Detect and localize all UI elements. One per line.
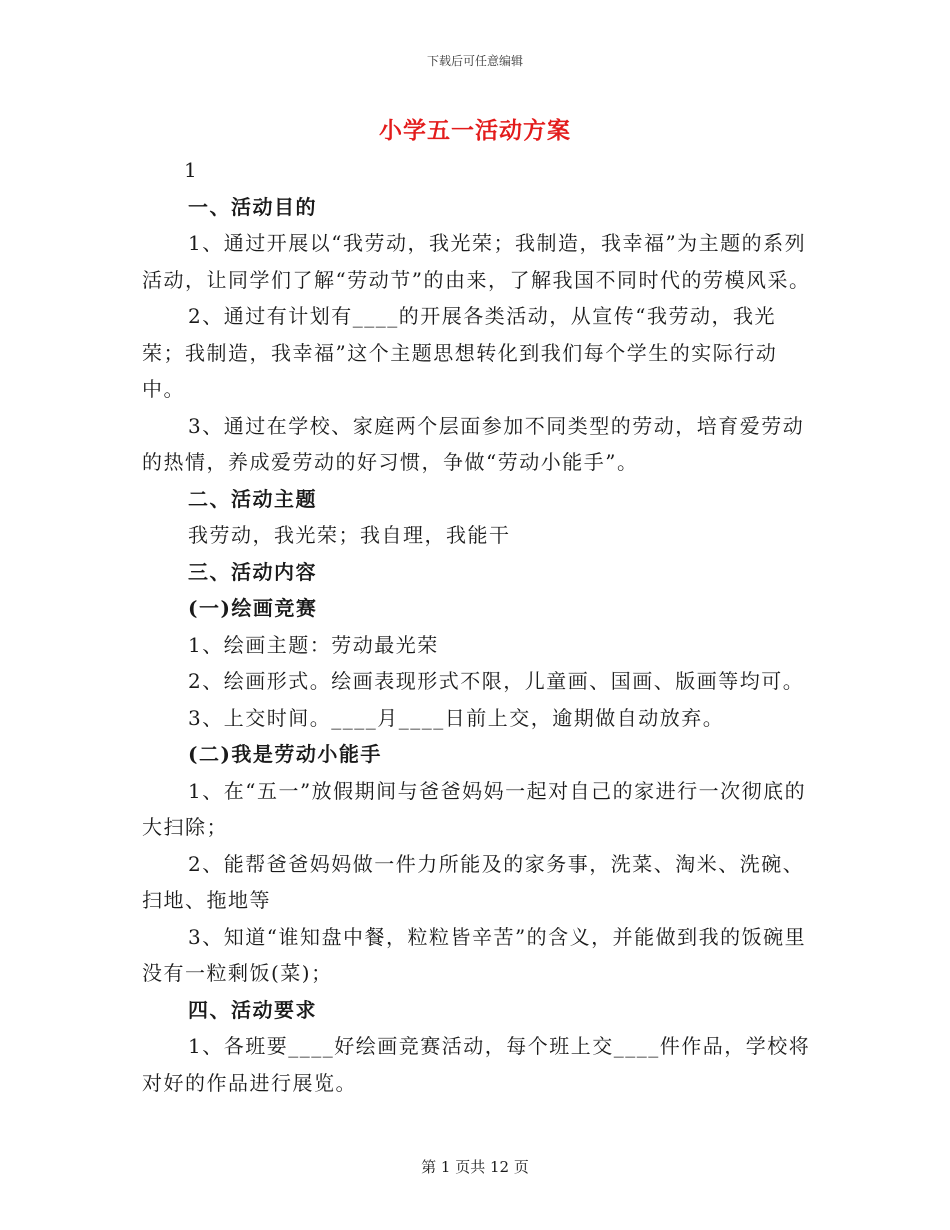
header-note: 下载后可任意编辑 [426, 54, 523, 68]
page-marker: 1 [184, 158, 199, 182]
paragraph: 3、通过在学校、家庭两个层面参加不同类型的劳动，培育爱劳动的热情，养成爱劳动的好习惯，争做“劳动小能手”。 [142, 413, 805, 474]
paragraph: 我劳动，我光荣；我自理，我能干 [188, 523, 511, 547]
section-heading-theme: 二、活动主题 [188, 486, 317, 511]
paragraph: 2、绘画形式。绘画表现形式不限，儿童画、国画、版画等均可。 [188, 669, 805, 693]
document-body [142, 152, 814, 1101]
paragraph: 3、上交时间。____月____日前上交，逾期做自动放弃。 [188, 705, 725, 730]
page-footer: 第 1 页共 12 页 [421, 1158, 529, 1176]
section-heading-purpose: 一、活动目的 [188, 194, 317, 219]
section-heading-content: 三、活动内容 [188, 559, 317, 584]
subsection-heading-labor: (二)我是劳动小能手 [188, 742, 382, 766]
paragraph: 1、在“五一”放假期间与爸爸妈妈一起对自己的家进行一次彻底的大扫除； [142, 778, 807, 839]
paragraph: 2、能帮爸爸妈妈做一件力所能及的家务事，洗菜、淘米、洗碗、扫地、拖地等 [142, 851, 805, 912]
paragraph: 3、知道“谁知盘中餐，粒粒皆辛苦”的含义，并能做到我的饭碗里没有一粒剩饭(菜)； [142, 924, 807, 985]
paragraph: 2、通过有计划有____的开展各类活动，从宣传“我劳动，我光荣；我制造，我幸福”这个主题思想转化到我们每个学生的实际行动中。 [142, 304, 778, 401]
paragraph: 1、通过开展以“我劳动，我光荣；我制造，我幸福”为主题的系列活动，让同学们了解“劳动节”的由来，了解我国不同时代的劳模风采。 [142, 231, 811, 292]
paragraph: 1、各班要____好绘画竞赛活动，每个班上交____件作品，学校将对好的作品进行展览。 [142, 1034, 811, 1095]
document-title: 小学五一活动方案 [379, 117, 571, 144]
subsection-heading-drawing: (一)绘画竞赛 [188, 596, 318, 620]
paragraph: 1、绘画主题：劳动最光荣 [188, 632, 439, 657]
section-heading-requirements: 四、活动要求 [188, 997, 317, 1022]
